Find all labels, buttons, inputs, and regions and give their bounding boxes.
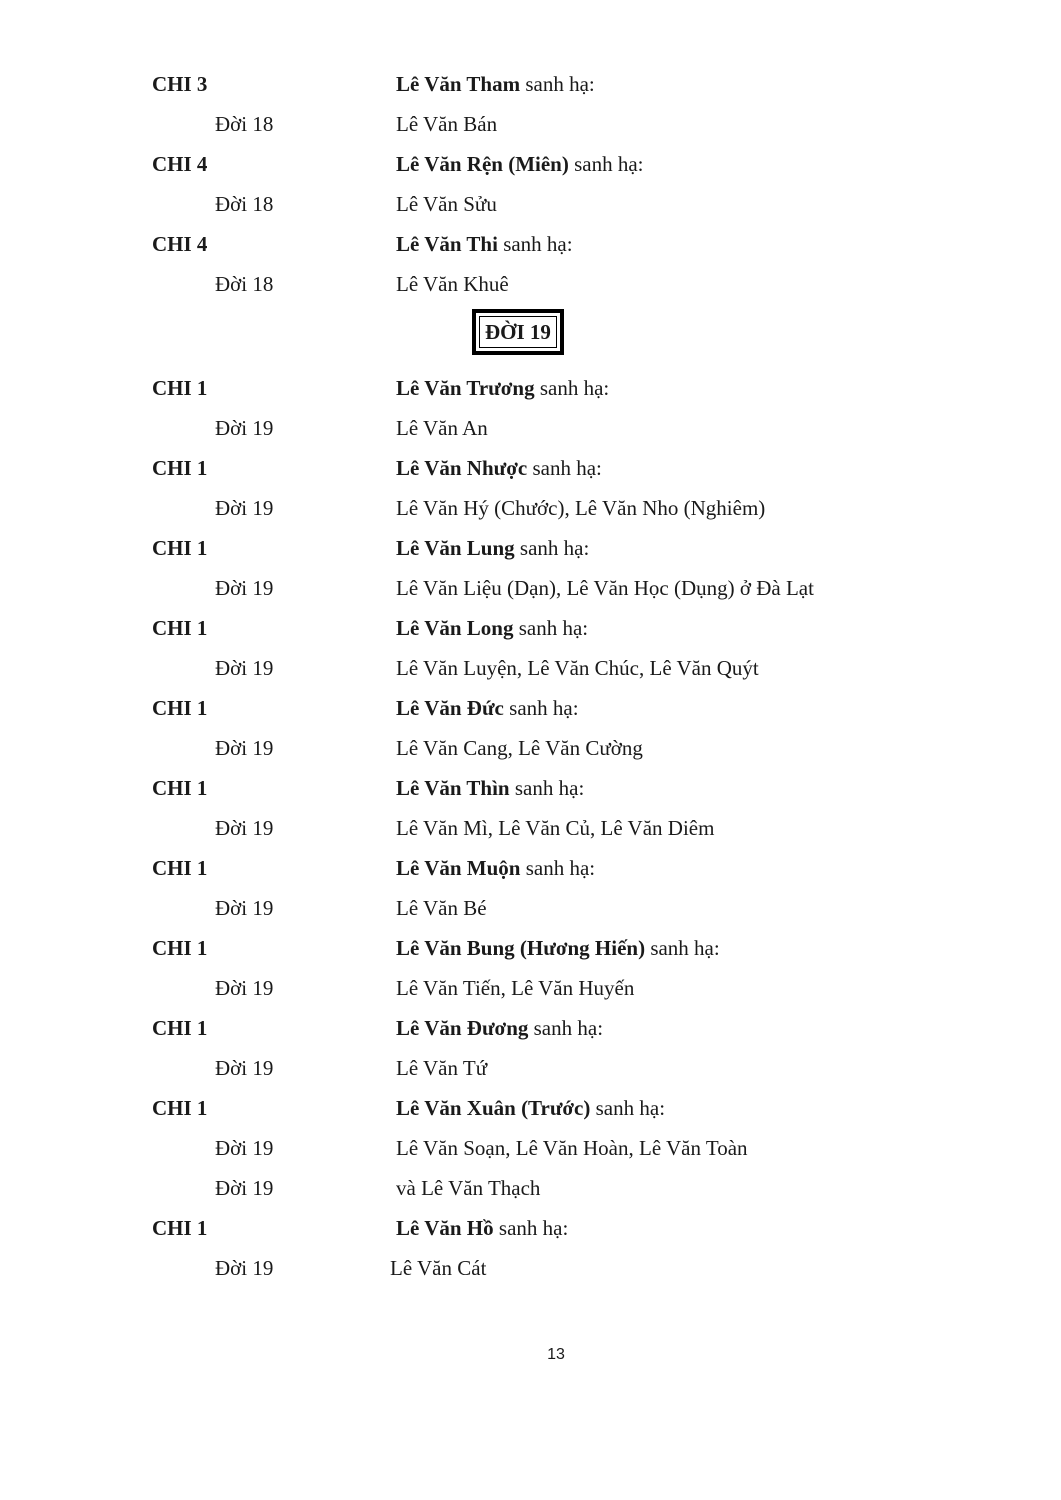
parent-name: Lê Văn Bung (Hương Hiến) bbox=[396, 936, 646, 960]
descendant-row bbox=[0, 808, 1061, 848]
generation-label: Đời 18 bbox=[215, 192, 274, 216]
branch-row bbox=[0, 1088, 1061, 1128]
descendant-row bbox=[0, 104, 1061, 144]
children-names: Lê Văn Luyện, Lê Văn Chúc, Lê Văn Quýt bbox=[396, 656, 759, 680]
children-names: Lê Văn Sửu bbox=[396, 192, 497, 216]
parent-name: Lê Văn Trương bbox=[396, 376, 535, 400]
parent-suffix: sanh hạ: bbox=[497, 232, 573, 256]
parent-entry bbox=[396, 1088, 665, 1128]
parent-suffix: sanh hạ: bbox=[568, 152, 644, 176]
descendant-row bbox=[0, 728, 1061, 768]
branch-row bbox=[0, 144, 1061, 184]
parent-name: Lê Văn Long bbox=[396, 616, 514, 640]
branch-row bbox=[0, 928, 1061, 968]
parent-name: Lê Văn Thi bbox=[396, 232, 498, 256]
parent-suffix: sanh hạ: bbox=[503, 696, 579, 720]
parent-name: Lê Văn Rện (Miên) bbox=[396, 152, 569, 176]
parent-entry bbox=[396, 688, 579, 728]
parent-name: Lê Văn Thìn bbox=[396, 776, 510, 800]
parent-name: Lê Văn Lung bbox=[396, 536, 515, 560]
branch-row bbox=[0, 1008, 1061, 1048]
parent-name: Lê Văn Muộn bbox=[396, 856, 521, 880]
parent-suffix: sanh hạ: bbox=[520, 72, 595, 96]
generation-label: Đời 19 bbox=[215, 416, 274, 440]
branch-row bbox=[0, 528, 1061, 568]
children-names: Lê Văn Bé bbox=[396, 896, 487, 920]
parent-suffix: sanh hạ: bbox=[590, 1096, 666, 1120]
branch-row bbox=[0, 608, 1061, 648]
children-names: Lê Văn Liệu (Dạn), Lê Văn Học (Dụng) ở Đà Lạt bbox=[396, 576, 814, 600]
branch-row bbox=[0, 848, 1061, 888]
parent-suffix: sanh hạ: bbox=[527, 456, 602, 480]
parent-name: Lê Văn Xuân (Trước) bbox=[396, 1096, 591, 1120]
branch-row bbox=[0, 688, 1061, 728]
branch-label: CHI 1 bbox=[152, 856, 208, 880]
parent-name: Lê Văn Đức bbox=[396, 696, 504, 720]
children-names: Lê Văn An bbox=[396, 416, 488, 440]
parent-suffix: sanh hạ: bbox=[493, 1216, 569, 1240]
branch-label: CHI 1 bbox=[152, 456, 208, 480]
page-number: 13 bbox=[547, 1346, 565, 1363]
parent-entry bbox=[396, 224, 573, 264]
parent-entry bbox=[396, 528, 589, 568]
branch-label: CHI 1 bbox=[152, 376, 208, 400]
branch-label: CHI 1 bbox=[152, 936, 208, 960]
descendant-row bbox=[0, 1128, 1061, 1168]
parent-entry bbox=[396, 368, 609, 408]
descendant-row bbox=[0, 1248, 1061, 1288]
section-heading-box bbox=[472, 309, 564, 355]
parent-entry bbox=[396, 64, 595, 104]
branch-row bbox=[0, 1208, 1061, 1248]
descendant-row bbox=[0, 184, 1061, 224]
generation-label: Đời 19 bbox=[215, 1256, 274, 1280]
branch-label: CHI 1 bbox=[152, 1216, 208, 1240]
parent-entry bbox=[396, 144, 644, 184]
descendant-row bbox=[0, 264, 1061, 304]
section-heading: ĐỜI 19 bbox=[479, 316, 557, 348]
parent-name: Lê Văn Tham bbox=[396, 72, 521, 96]
branch-label: CHI 1 bbox=[152, 1096, 208, 1120]
parent-suffix: sanh hạ: bbox=[514, 536, 590, 560]
branch-label: CHI 3 bbox=[152, 72, 208, 96]
generation-label: Đời 19 bbox=[215, 896, 274, 920]
branch-label: CHI 4 bbox=[152, 232, 208, 256]
branch-label: CHI 1 bbox=[152, 536, 208, 560]
generation-label: Đời 19 bbox=[215, 496, 274, 520]
generation-label: Đời 19 bbox=[215, 1176, 274, 1200]
parent-entry bbox=[396, 1208, 568, 1248]
branch-label: CHI 1 bbox=[152, 616, 208, 640]
branch-row bbox=[0, 368, 1061, 408]
parent-entry bbox=[396, 928, 720, 968]
generation-label: Đời 19 bbox=[215, 816, 274, 840]
parent-entry bbox=[396, 608, 588, 648]
generation-label: Đời 19 bbox=[215, 656, 274, 680]
parent-suffix: sanh hạ: bbox=[513, 616, 589, 640]
generation-label: Đời 19 bbox=[215, 736, 274, 760]
branch-row bbox=[0, 224, 1061, 264]
branch-label: CHI 4 bbox=[152, 152, 208, 176]
heading-double-border bbox=[472, 309, 564, 355]
children-names: Lê Văn Khuê bbox=[396, 272, 509, 296]
parent-suffix: sanh hạ: bbox=[534, 376, 610, 400]
descendant-row bbox=[0, 968, 1061, 1008]
children-names: Lê Văn Bán bbox=[396, 112, 498, 136]
branch-row bbox=[0, 64, 1061, 104]
generation-label: Đời 18 bbox=[215, 112, 274, 136]
branch-label: CHI 1 bbox=[152, 776, 208, 800]
descendant-row bbox=[0, 1168, 1061, 1208]
children-names: và Lê Văn Thạch bbox=[396, 1176, 541, 1200]
parent-name: Lê Văn Hồ bbox=[396, 1216, 494, 1240]
parent-suffix: sanh hạ: bbox=[528, 1016, 604, 1040]
branch-label: CHI 1 bbox=[152, 1016, 208, 1040]
parent-entry bbox=[396, 448, 602, 488]
descendant-row bbox=[0, 648, 1061, 688]
children-names: Lê Văn Soạn, Lê Văn Hoàn, Lê Văn Toàn bbox=[396, 1136, 748, 1160]
generation-label: Đời 18 bbox=[215, 272, 274, 296]
descendant-row bbox=[0, 408, 1061, 448]
branch-row bbox=[0, 768, 1061, 808]
children-names: Lê Văn Cang, Lê Văn Cường bbox=[396, 736, 643, 760]
parent-entry bbox=[396, 848, 595, 888]
parent-name: Lê Văn Đương bbox=[396, 1016, 529, 1040]
generation-label: Đời 19 bbox=[215, 576, 274, 600]
descendant-row bbox=[0, 568, 1061, 608]
children-names: Lê Văn Hý (Chước), Lê Văn Nho (Nghiêm) bbox=[396, 496, 766, 520]
parent-name: Lê Văn Nhược bbox=[396, 456, 528, 480]
parent-suffix: sanh hạ: bbox=[520, 856, 596, 880]
generation-label: Đời 19 bbox=[215, 1056, 274, 1080]
children-names: Lê Văn Tiến, Lê Văn Huyến bbox=[396, 976, 635, 1000]
children-names: Lê Văn Mì, Lê Văn Củ, Lê Văn Diêm bbox=[396, 816, 715, 840]
parent-suffix: sanh hạ: bbox=[645, 936, 720, 960]
parent-entry bbox=[396, 1008, 603, 1048]
descendant-row bbox=[0, 488, 1061, 528]
generation-label: Đời 19 bbox=[215, 1136, 274, 1160]
generation-label: Đời 19 bbox=[215, 976, 274, 1000]
children-names: Lê Văn Cát bbox=[390, 1256, 487, 1280]
parent-suffix: sanh hạ: bbox=[509, 776, 585, 800]
descendant-row bbox=[0, 1048, 1061, 1088]
branch-row bbox=[0, 448, 1061, 488]
parent-entry bbox=[396, 768, 584, 808]
children-names: Lê Văn Tứ bbox=[396, 1056, 488, 1080]
branch-label: CHI 1 bbox=[152, 696, 208, 720]
descendant-row bbox=[0, 888, 1061, 928]
